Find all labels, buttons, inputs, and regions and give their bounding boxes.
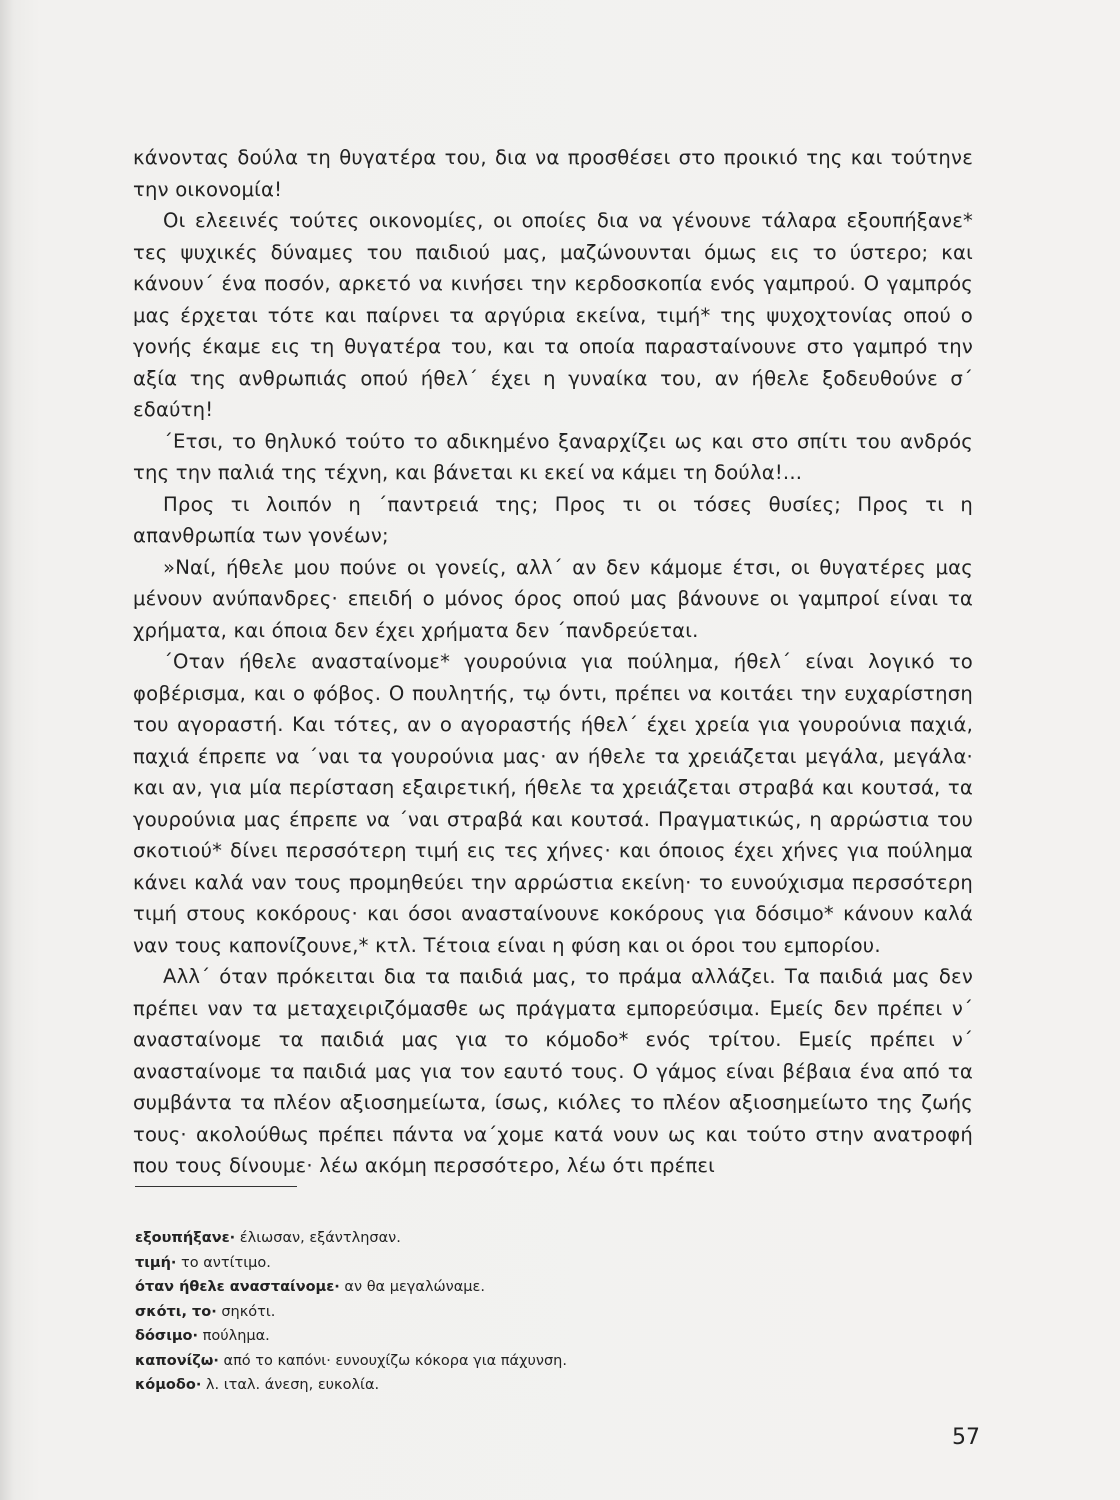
paragraph-1: κάνοντας δούλα τη θυγατέρα του, δια να προσθέσει στο προικιό της και τούτηνε την οικονομία! <box>133 146 973 201</box>
footnote-item <box>135 1349 835 1374</box>
paragraph-4: Προς τι λοιπόν η ΄παντρειά της; Προς τι οι τόσες θυσίες; Προς τι η απανθρωπία των γονέων; <box>133 492 973 547</box>
main-text <box>133 142 973 1182</box>
footnote-definition: πούλημα. <box>198 1328 270 1344</box>
page-number: 57 <box>952 1425 980 1450</box>
footnote-term: δόσιμο· <box>135 1328 199 1344</box>
paragraph-6: ΄Οταν ήθελε ανασταίνομε* γουρούνια για πούλημα, ήθελ΄ είναι λογικό το φοβέρισμα, και ο φόβος. Ο πουλητής, τῳ όντι, πρέπει να κοιτάει την ευχαρίστηση του αγοραστή. Και τότες, αν ο αγοραστής ήθελ΄ έχει χρεία για γουρούνια παχιά, παχιά έπρεπε να ΄ναι τα γουρούνια μας· αν ήθελε τα χρειάζεται μεγάλα, μεγάλα· και αν, για μία περίσταση εξαιρετική, ήθελε τα χρειάζεται στραβά και κουτσά, τα γουρούνια μας έπρεπε να ΄ναι στραβά και κουτσά. Πραγματικώς, η αρρώστια του σκοτιού* δίνει περσσότερη τιμή εις τες χήνες· και όποιος έχει χήνες για πούλημα κάνει καλά ναν τους προμηθεύει την αρρώστια εκείνη· το ευνούχισμα περσσότερη τιμή στους κοκόρους· και όσοι ανασταίνουνε κοκόρους για δόσιμο* κάνουν καλά ναν τους καπονίζουνε,* κτλ. Τέτοια είναι η φύση και οι όροι του εμπορίου. <box>133 650 973 957</box>
footnote-term: όταν ήθελε ανασταίνομε· <box>135 1279 340 1295</box>
footnote-definition: έλιωσαν, εξάντλησαν. <box>235 1230 401 1246</box>
footnote-term: εξουπήξανε· <box>135 1230 236 1246</box>
footnote-item <box>135 1251 835 1276</box>
footnote-item <box>135 1373 835 1398</box>
footnote-item <box>135 1324 835 1349</box>
paragraph-2: Οι ελεεινές τούτες οικονομίες, οι οποίες δια να γένουνε τάλαρα εξουπήξανε* τες ψυχικές δύναμες του παιδιού μας, μαζώνουνται όμως εις το ύστερο; και κάνουν΄ ένα ποσόν, αρκετό να κινήσει την κερδοσκοπία ενός γαμπρού. Ο γαμπρός μας έρχεται τότε και παίρνει τα αργύρια εκείνα, τιμή* της ψυχοχτονίας οπού ο γονής έκαμε εις τη θυγατέρα του, και τα οποία παρασταίνουνε στο γαμπρό την αξία της ανθρωπιάς οπού ήθελ΄ έχει η γυναίκα του, αν ήθελε ξοδευθούνε σ΄ εδαύτη! <box>133 209 973 421</box>
footnote-term: τιμή· <box>135 1254 177 1271</box>
footnote-term: κόμοδο· <box>135 1377 202 1393</box>
footnote-item <box>135 1300 835 1325</box>
footnote-item <box>135 1275 835 1300</box>
paragraph-7: Αλλ΄ όταν πρόκειται δια τα παιδιά μας, το πράμα αλλάζει. Τα παιδιά μας δεν πρέπει ναν τα μεταχειριζόμασθε ως πράγματα εμπορεύσιμα. Εμείς δεν πρέπει ν΄ ανασταίνομε τα παιδιά μας για το κόμοδο* ενός τρίτου. Εμείς πρέπει ν΄ ανασταίνομε τα παιδιά μας για τον εαυτό τους. Ο γάμος είναι βέβαια ένα από τα συμβάντα τα πλέον αξιοσημείωτα, ίσως, κιόλες το πλέον αξιοσημείωτο της ζωής τους· ακολούθως πρέπει πάντα να΄χομε κατά νουν ως και τούτο στην ανατροφή που τους δίνουμε· λέω ακόμη περσσότερο, λέω ότι πρέπει <box>133 965 973 1177</box>
footnote-definition: από το καπόνι· ευνουχίζω κόκορα για πάχυνση. <box>218 1352 567 1369</box>
paragraph-5: »Ναί, ήθελε μου πούνε οι γονείς, αλλ΄ αν δεν κάμομε έτσι, οι θυγατέρες μας μένουν ανύπανδρες· επειδή ο μόνος όρος οπού μας βάνουνε οι γαμπροί είναι τα χρήματα, και όποια δεν έχει χρήματα δεν ΄πανδρεύεται. <box>133 555 973 642</box>
footnote-definition: το αντίτιμο. <box>176 1254 271 1271</box>
footnotes <box>135 1226 835 1398</box>
footnote-definition: λ. ιταλ. άνεση, ευκολία. <box>201 1377 380 1393</box>
footnote-definition: σηκότι. <box>216 1303 276 1320</box>
footnote-separator <box>135 1186 297 1187</box>
footnote-term: καπονίζω· <box>135 1352 219 1369</box>
footnote-definition: αν θα μεγαλώναμε. <box>339 1279 485 1295</box>
paragraph-3: ΄Ετσι, το θηλυκό τούτο το αδικημένο ξαναρχίζει ως και στο σπίτι του ανδρός της την παλιά της τέχνη, και βάνεται κι εκεί να κάμει τη δούλα!... <box>133 429 973 484</box>
footnote-item <box>135 1226 835 1251</box>
footnote-term: σκότι, το· <box>135 1303 217 1320</box>
